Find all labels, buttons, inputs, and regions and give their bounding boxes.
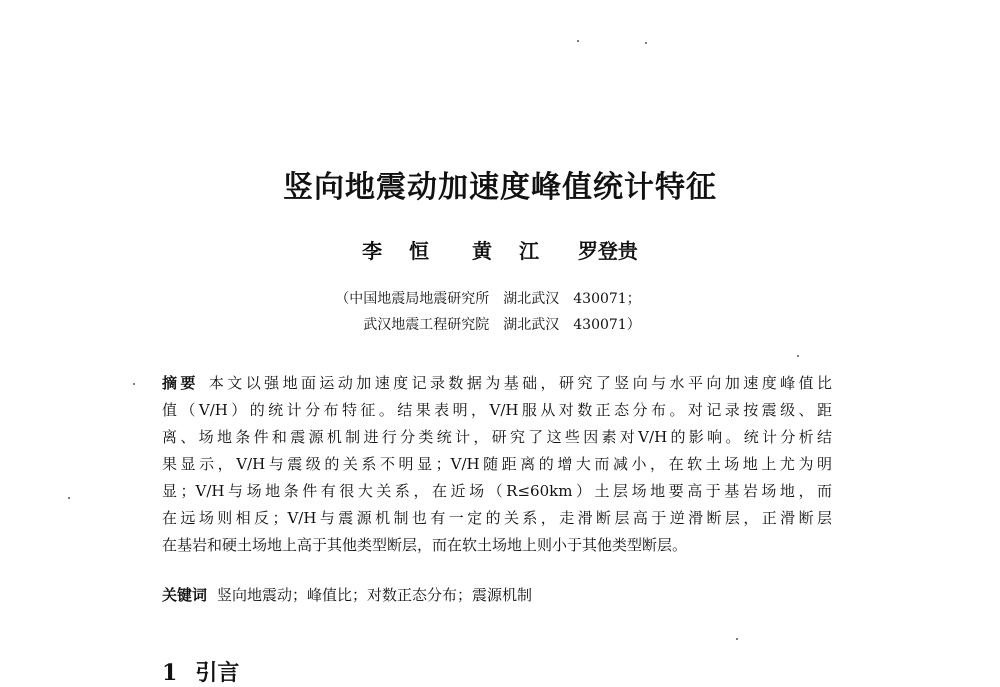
abstract-label: 摘要 [162, 374, 199, 392]
paper-title: 竖向地震动加速度峰值统计特征 [283, 170, 717, 205]
scan-speck [133, 383, 135, 385]
author-name: 江 [518, 239, 539, 263]
scan-speck [645, 42, 647, 44]
author-name: 黄 [472, 239, 492, 263]
abstract-line: 在基岩和硬土场地上高于其他类型断层，而在软土场地上则小于其他类型断层。 [162, 536, 688, 554]
abstract-line [162, 370, 832, 397]
section-title: 引言 [195, 660, 240, 686]
keywords [162, 584, 532, 605]
scan-speck [736, 638, 738, 640]
abstract-line: 值（V/H）的统计分布特征。结果表明，V/H服从对数正态分布。对记录按震级、距 [162, 401, 832, 419]
author-name: 李 [362, 239, 383, 263]
abstract-line: 果显示，V/H与震级的关系不明显；V/H随距离的增大而减小，在软土场地上尤为明 [162, 455, 832, 473]
scan-speck [797, 355, 799, 357]
keywords-label: 关键词 [162, 586, 208, 604]
section-heading [162, 656, 239, 687]
abstract-line: 显；V/H与场地条件有很大关系，在近场（R≤60km）土层场地要高于基岩场地，而 [162, 482, 832, 500]
scan-speck [577, 40, 579, 42]
abstract-text: 本文以强地面运动加速度记录数据为基础，研究了竖向与水平向加速度峰值比 [208, 374, 832, 392]
author-name: 罗登贵 [577, 239, 638, 263]
scan-speck [68, 497, 70, 499]
affiliation-line: （中国地震局地震研究所 湖北武汉 430071； [335, 291, 641, 307]
abstract-line: 离、场地条件和震源机制进行分类统计，研究了这些因素对V/H的影响。统计分析结 [162, 428, 832, 446]
abstract-line: 在远场则相反；V/H与震源机制也有一定的关系，走滑断层高于逆滑断层，正滑断层 [162, 509, 832, 527]
section-number: 1 [162, 660, 178, 686]
affiliation-line: 武汉地震工程研究院 湖北武汉 430071） [363, 317, 641, 333]
author-name: 恒 [409, 239, 430, 263]
keywords-text: 竖向地震动；峰值比；对数正态分布；震源机制 [217, 586, 533, 604]
abstract [162, 370, 832, 559]
author-list [0, 235, 1000, 264]
